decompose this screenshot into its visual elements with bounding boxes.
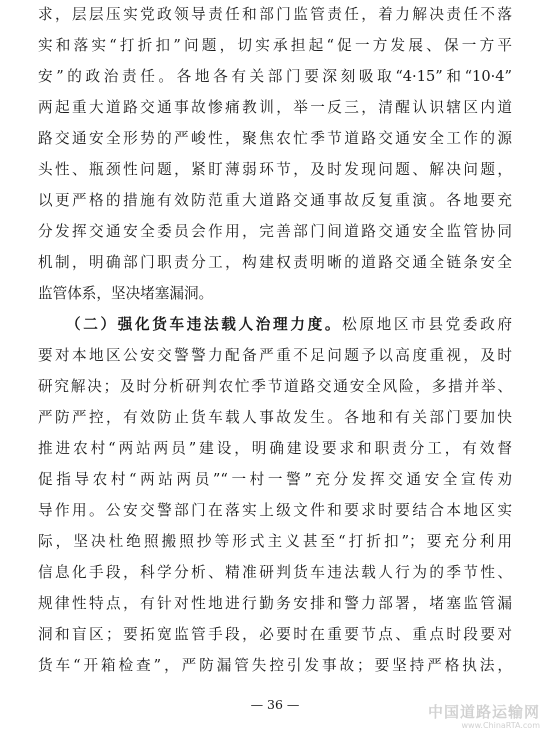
- body-line: 促指导农村“两站两员”“一村一警”充分发挥交通安全宣传劝: [38, 471, 512, 488]
- body-line: 监管体系，坚决堵塞漏洞。: [38, 285, 214, 302]
- body-line: 洞和盲区；要拓宽监管手段，必要时在重要节点、重点时段要对: [38, 626, 512, 643]
- page-number: — 36 —: [250, 697, 300, 712]
- body-line: 求，层层压实党政领导责任和部门监管责任，着力解决责任不落: [38, 6, 512, 23]
- watermark-url: www.ChinaRTA.com: [461, 721, 540, 730]
- section-heading-rest: 松原地区市县党委政府: [342, 316, 512, 333]
- body-line: 研究解决；及时分析研判农忙季节道路交通安全风险，多措并举、: [38, 378, 512, 395]
- body-line: 两起重大道路交通事故惨痛教训，举一反三，清醒认识辖区内道: [38, 99, 512, 116]
- body-line: 路交通安全形势的严峻性，聚焦农忙季节道路交通安全工作的源: [38, 130, 512, 147]
- section-heading: （二）强化货车违法载人治理力度。: [66, 316, 343, 333]
- section-heading-line: [66, 313, 512, 337]
- body-line: 头性、瓶颈性问题，紧盯薄弱环节，及时发现问题、解决问题，: [38, 161, 512, 178]
- watermark-name: 中国道路运输网: [427, 703, 540, 721]
- body-line: 推进农村“两站两员”建设，明确建设要求和职责分工，有效督: [38, 440, 512, 457]
- site-watermark: [428, 705, 540, 730]
- body-line: 实和落实“打折扣”问题，切实承担起“促一方发展、保一方平: [38, 37, 512, 54]
- body-line: 机制，明确部门职责分工，构建权责明晰的道路交通全链条安全: [38, 254, 512, 271]
- body-line: 信息化手段，科学分析、精准研判货车违法载人行为的季节性、: [38, 564, 512, 581]
- body-line: 安”的政治责任。各地各有关部门要深刻吸取“4·15”和“10·4”: [38, 68, 512, 85]
- body-line: 规律性特点，有针对性地进行勤务安排和警力部署，堵塞监管漏: [38, 595, 512, 612]
- body-line: 导作用。公安交警部门在落实上级文件和要求时要结合本地区实: [38, 502, 512, 519]
- body-line: 以更严格的措施有效防范重大道路交通事故反复重演。各地要充: [38, 192, 512, 209]
- body-line: 严防严控，有效防止货车载人事故发生。各地和有关部门要加快: [38, 409, 512, 426]
- body-line: 分发挥交通安全委员会作用，完善部门间道路交通安全监管协同: [38, 223, 512, 240]
- body-line: 际，坚决杜绝照搬照抄等形式主义甚至“打折扣”；要充分利用: [38, 533, 512, 550]
- body-line: 货车“开箱检查”，严防漏管失控引发事故；要坚持严格执法，: [38, 657, 512, 674]
- body-line: 要对本地区公安交警警力配备严重不足问题予以高度重视，及时: [38, 347, 512, 364]
